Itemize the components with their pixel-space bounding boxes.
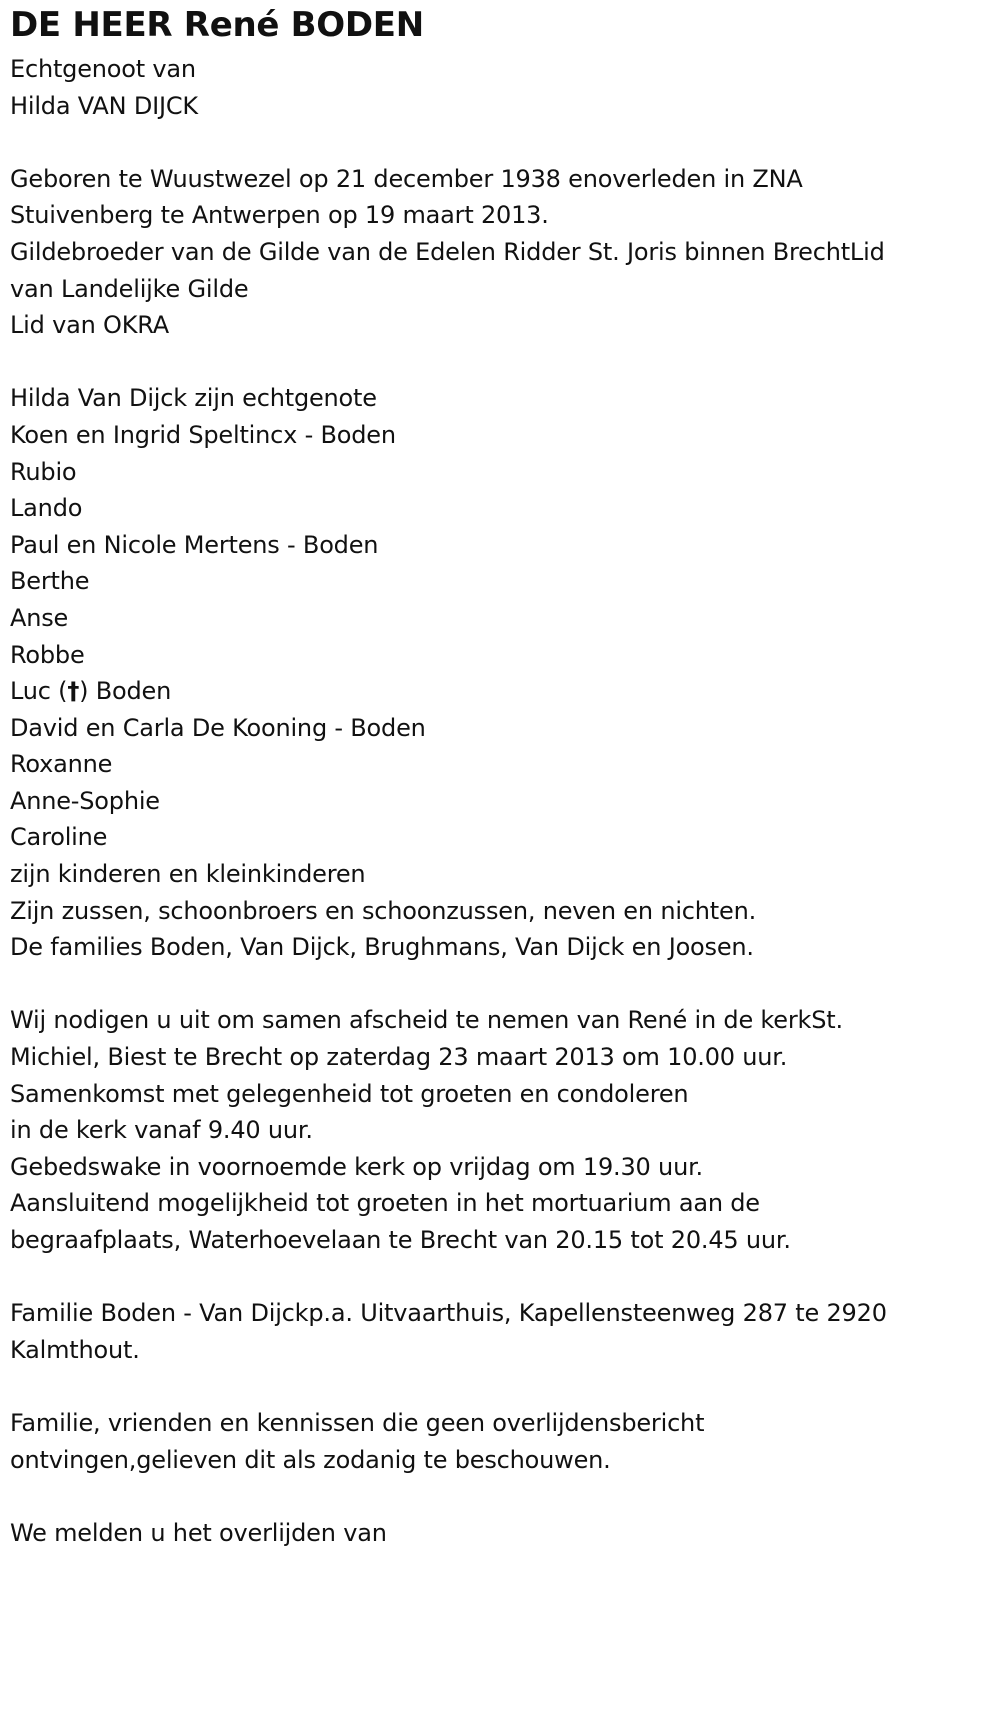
- family-line: Roxanne: [10, 750, 113, 779]
- family-line: Berthe: [10, 567, 90, 596]
- family-line: Anse: [10, 603, 69, 632]
- final-line: We melden u het overlijden van: [10, 1518, 387, 1547]
- ceremony-line: Michiel, Biest te Brecht op zaterdag 23 maart 2013 om 10.00 uur.: [10, 1043, 788, 1072]
- ceremony-line: Wij nodigen u uit om samen afscheid te nemen van René in de kerkSt.: [10, 1006, 843, 1035]
- family-line: Anne-Sophie: [10, 786, 160, 815]
- contact-line: Kalmthout.: [10, 1335, 140, 1364]
- family-line: David en Carla De Kooning - Boden: [10, 713, 426, 742]
- spacer: [10, 344, 995, 381]
- family-line: De families Boden, Van Dijck, Brughmans, Van Dijck en Joosen.: [10, 933, 754, 962]
- ceremony-line: Gebedswake in voornoemde kerk op vrijdag om 19.30 uur.: [10, 1152, 703, 1181]
- closing-line: ontvingen,gelieven dit als zodanig te beschouwen.: [10, 1445, 611, 1474]
- cross-icon: †: [67, 677, 80, 706]
- bio-line: Gildebroeder van de Gilde van de Edelen Ridder St. Joris binnen BrechtLid: [10, 237, 885, 266]
- family-line: Paul en Nicole Mertens - Boden: [10, 530, 379, 559]
- spacer: [10, 124, 995, 161]
- ceremony-line: Samenkomst met gelegenheid tot groeten en condoleren: [10, 1079, 689, 1108]
- spacer: [10, 1368, 995, 1405]
- death-notice: [10, 0, 995, 1551]
- family-line-luc: [10, 673, 995, 710]
- family-line: Koen en Ingrid Speltincx - Boden: [10, 420, 396, 449]
- spacer: [10, 1478, 995, 1515]
- luc-name-end: ) Boden: [79, 677, 172, 706]
- family-line: Robbe: [10, 640, 85, 669]
- contact-line: Familie Boden - Van Dijckp.a. Uitvaarthuis, Kapellensteenweg 287 te 2920: [10, 1299, 887, 1328]
- family-line: Rubio: [10, 457, 77, 486]
- family-line: Hilda Van Dijck zijn echtgenote: [10, 384, 377, 413]
- bio-line: van Landelijke Gilde: [10, 274, 249, 303]
- spacer: [10, 1259, 995, 1296]
- closing-line: Familie, vrienden en kennissen die geen overlijdensbericht: [10, 1408, 705, 1437]
- spouse-name: Hilda VAN DIJCK: [10, 91, 198, 120]
- family-line: Lando: [10, 494, 83, 523]
- spouse-intro: Echtgenoot van: [10, 55, 196, 83]
- notice-title: DE HEER René BODEN: [10, 5, 424, 45]
- family-line: zijn kinderen en kleinkinderen: [10, 860, 366, 889]
- bio-line: Lid van OKRA: [10, 311, 170, 340]
- spacer: [10, 966, 995, 1003]
- family-line: Zijn zussen, schoonbroers en schoonzussen, neven en nichten.: [10, 896, 757, 925]
- luc-name-start: Luc (: [10, 677, 68, 706]
- family-line: Caroline: [10, 823, 108, 852]
- ceremony-line: begraafplaats, Waterhoevelaan te Brecht van 20.15 tot 20.45 uur.: [10, 1226, 791, 1254]
- ceremony-line: Aansluitend mogelijkheid tot groeten in het mortuarium aan de: [10, 1189, 760, 1218]
- bio-line: Geboren te Wuustwezel op 21 december 1938 enoverleden in ZNA: [10, 164, 803, 193]
- bio-line: Stuivenberg te Antwerpen op 19 maart 2013.: [10, 201, 549, 230]
- ceremony-line: in de kerk vanaf 9.40 uur.: [10, 1116, 313, 1145]
